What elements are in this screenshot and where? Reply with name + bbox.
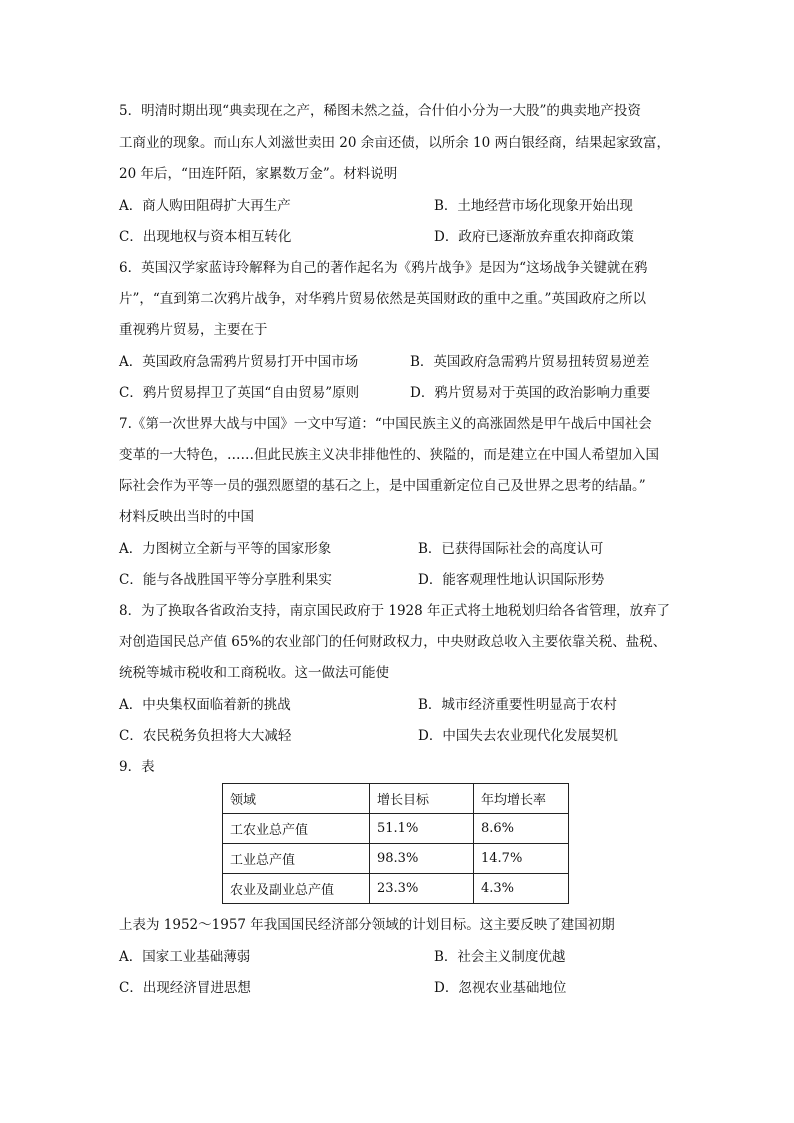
table-header-row bbox=[223, 784, 569, 814]
q6-option-c: C．鸦片贸易捍卫了英国“自由贸易”原则 bbox=[119, 385, 360, 401]
q8-option-b: B．城市经济重要性明显高于农村 bbox=[418, 697, 617, 713]
q9-option-c: C．出现经济冒进思想 bbox=[119, 980, 251, 996]
q7-option-a: A．力图树立全新与平等的国家形象 bbox=[119, 541, 332, 557]
q8-option-d: D．中国失去农业现代化发展契机 bbox=[418, 728, 618, 744]
q6-option-a: A．英国政府急需鸦片贸易打开中国市场 bbox=[119, 354, 359, 370]
table-cell: 51.1% bbox=[370, 814, 474, 844]
table-row bbox=[223, 874, 569, 904]
table-cell: 农业及副业总产值 bbox=[223, 874, 370, 904]
q9-stem: 上表为 1952～1957 年我国国民经济部分领域的计划目标。这主要反映了建国初期 bbox=[119, 917, 615, 933]
q9-option-d: D．忽视农业基础地位 bbox=[434, 980, 567, 996]
q8-stem-line-3: 统税等城市税收和工商税收。这一做法可能使 bbox=[119, 665, 389, 681]
q7-option-d: D．能客观理性地认识国际形势 bbox=[418, 572, 605, 588]
q7-option-b: B．已获得国际社会的高度认可 bbox=[418, 541, 604, 557]
table-row bbox=[223, 844, 569, 874]
q6-stem-line-2: 片”，“直到第二次鸦片战争，对华鸦片贸易依然是英国财政的重中之重。”英国政府之所以 bbox=[119, 291, 646, 307]
q9-option-b: B．社会主义制度优越 bbox=[434, 949, 566, 965]
q7-stem-line-1: 7.《第一次世界大战与中国》一文中写道：“中国民族主义的高涨固然是甲午战后中国社会 bbox=[119, 416, 652, 432]
q6-option-b: B．英国政府急需鸦片贸易扭转贸易逆差 bbox=[410, 354, 650, 370]
q6-stem-line-3: 重视鸦片贸易，主要在于 bbox=[119, 322, 268, 338]
q5-option-b: B．土地经营市场化现象开始出现 bbox=[434, 198, 633, 214]
table-cell: 工农业总产值 bbox=[223, 814, 370, 844]
table-cell: 8.6% bbox=[474, 814, 569, 844]
q9-heading: 9．表 bbox=[119, 759, 155, 775]
q5-stem-line-3: 20 年后，“田连阡陌，家累数万金”。材料说明 bbox=[119, 166, 398, 182]
q5-option-a: A．商人购田阻碍扩大再生产 bbox=[119, 198, 291, 214]
q9-option-a: A．国家工业基础薄弱 bbox=[119, 949, 251, 965]
q8-option-a: A．中央集权面临着新的挑战 bbox=[119, 697, 291, 713]
table-cell: 4.3% bbox=[474, 874, 569, 904]
table-header-cell: 增长目标 bbox=[370, 784, 474, 814]
table-cell: 98.3% bbox=[370, 844, 474, 874]
q5-option-d: D．政府已逐渐放弃重农抑商政策 bbox=[434, 229, 634, 245]
q5-stem-line-1: 5．明清时期出现“典卖现在之产，稀图未然之益，合什伯小分为一大股”的典卖地产投资 bbox=[119, 103, 641, 119]
q9-table bbox=[222, 783, 569, 904]
table-header-cell: 领域 bbox=[223, 784, 370, 814]
table-cell: 工业总产值 bbox=[223, 844, 370, 874]
q5-stem-line-2: 工商业的现象。而山东人刘滋世卖田 20 余亩还债，以所余 10 两白银经商，结果起家致富， bbox=[119, 135, 671, 151]
table-cell: 23.3% bbox=[370, 874, 474, 904]
q8-stem-line-2: 对创造国民总产值 65%的农业部门的任何财政权力，中央财政总收入主要依靠关税、盐税、 bbox=[119, 634, 667, 650]
q5-option-c: C．出现地权与资本相互转化 bbox=[119, 229, 292, 245]
q7-stem-line-3: 际社会作为平等一员的强烈愿望的基石之上，是中国重新定位自己及世界之思考的结晶。” bbox=[119, 478, 646, 494]
q7-stem-line-4: 材料反映出当时的中国 bbox=[119, 509, 254, 525]
q7-option-c: C．能与各战胜国平等分享胜利果实 bbox=[119, 572, 332, 588]
q8-stem-line-1: 8．为了换取各省政治支持，南京国民政府于 1928 年正式将土地税划归给各省管理，放弃了 bbox=[119, 603, 671, 619]
q6-stem-line-1: 6．英国汉学家蓝诗玲解释为自己的著作起名为《鸦片战争》是因为“这场战争关键就在鸦 bbox=[119, 260, 648, 276]
q7-stem-line-2: 变革的一大特色，……但此民族主义决非排他性的、狭隘的，而是建立在中国人希望加入国 bbox=[119, 447, 659, 463]
table-header-cell: 年均增长率 bbox=[474, 784, 569, 814]
table-row bbox=[223, 814, 569, 844]
q8-option-c: C．农民税务负担将大大减轻 bbox=[119, 728, 292, 744]
q6-option-d: D．鸦片贸易对于英国的政治影响力重要 bbox=[410, 385, 651, 401]
table-cell: 14.7% bbox=[474, 844, 569, 874]
